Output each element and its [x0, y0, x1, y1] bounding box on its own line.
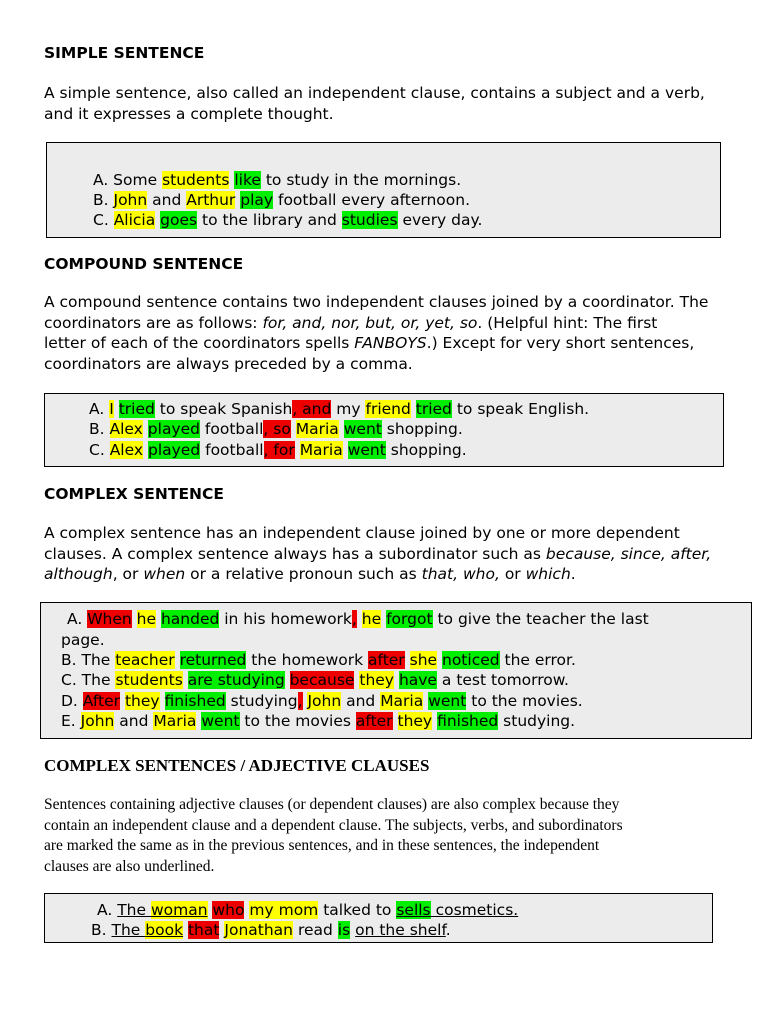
verb-highlight: finished [164, 692, 226, 710]
subject-highlight: they [124, 692, 160, 710]
subject-highlight: Maria [380, 692, 424, 710]
text-segment: A. [67, 610, 88, 628]
subordinator-highlight: , [297, 692, 303, 710]
text-segment: on the shelf [355, 921, 446, 939]
subordinator-highlight: that [187, 921, 220, 939]
paragraph-line [44, 354, 708, 375]
verb-highlight: handed [160, 610, 220, 628]
text-segment: although [44, 565, 113, 583]
subordinator-highlight: who [212, 901, 245, 919]
subject-highlight: book [145, 921, 184, 939]
subject-highlight: Maria [153, 712, 197, 730]
text-segment: studying [225, 692, 298, 710]
verb-highlight: went [201, 712, 240, 730]
text-segment: that, who, [421, 565, 500, 583]
example-line [61, 650, 576, 671]
subordinator-highlight: After [82, 692, 121, 710]
verb-highlight: returned [179, 651, 247, 669]
text-segment: and [114, 712, 154, 730]
complex-examples-box [40, 602, 752, 739]
verb-highlight: goes [160, 211, 198, 229]
compound-paragraph [44, 292, 708, 374]
text-segment: every day. [397, 211, 483, 229]
verb-highlight: is [337, 921, 351, 939]
verb-highlight: play [240, 191, 274, 209]
text-segment: page. [61, 631, 105, 649]
subject-highlight: students [162, 171, 230, 189]
text-segment [183, 671, 188, 689]
subject-highlight: he [136, 610, 157, 628]
text-segment: the error. [499, 651, 576, 669]
text-segment: . [445, 921, 451, 939]
subordinator-highlight: , for [263, 441, 295, 459]
text-segment: to the movies. [466, 692, 583, 710]
subject-highlight: John [307, 692, 342, 710]
text-segment [291, 420, 296, 438]
text-segment: The [117, 901, 151, 919]
text-segment: shopping. [381, 420, 463, 438]
subject-highlight: they [359, 671, 394, 689]
text-segment: football [200, 420, 264, 438]
subject-highlight: Alex [109, 420, 143, 438]
text-segment: to speak Spanish [154, 400, 293, 418]
text-segment: letter of each of the coordinators spells [44, 334, 355, 352]
text-segment [160, 692, 165, 710]
subject-highlight: Jonathan [224, 921, 294, 939]
section-title-complex: COMPLEX SENTENCE [44, 485, 224, 503]
verb-highlight: have [398, 671, 437, 689]
verb-highlight: noticed [442, 651, 500, 669]
text-segment: coordinators are as follows: [44, 313, 263, 332]
text-segment: , or [112, 565, 144, 583]
text-segment: and [147, 191, 187, 209]
text-segment: football every afternoon. [273, 191, 471, 209]
verb-highlight: went [347, 441, 386, 459]
example-line [93, 170, 461, 191]
text-segment: B. [91, 921, 112, 939]
paragraph-line [44, 313, 708, 334]
verb-highlight: are studying [187, 671, 285, 689]
text-segment: .) Except for very short sentences, [426, 334, 695, 352]
subject-highlight: she [409, 651, 438, 669]
text-segment: talked to [318, 901, 397, 919]
text-segment: to the library and [197, 211, 342, 229]
subject-highlight: John [113, 191, 148, 209]
simple-examples-box [46, 142, 721, 238]
text-segment: . [570, 565, 576, 583]
text-segment [393, 712, 398, 730]
text-segment: D. [61, 692, 83, 710]
verb-highlight: tried [415, 400, 452, 418]
paragraph-line: contain an independent clause and a dependent clause. The subjects, verbs, and subordinators [44, 816, 623, 834]
text-segment: to give the teacher the last [432, 610, 649, 628]
verb-highlight: sells [396, 901, 431, 919]
subject-highlight: Alicia [113, 211, 156, 229]
example-line [97, 900, 518, 921]
example-line [67, 609, 649, 630]
subject-highlight: he [361, 610, 382, 628]
subject-highlight: my mom [249, 901, 319, 919]
text-segment: B. [89, 420, 110, 438]
text-segment: B. The [61, 651, 116, 669]
text-segment: A compound sentence contains two independent clauses joined by a coordinator. The [44, 293, 709, 311]
text-segment: B. [93, 191, 114, 209]
text-segment: because, since, after, [545, 544, 712, 563]
example-line [61, 691, 583, 712]
paragraph-line: Sentences containing adjective clauses (or dependent clauses) are also complex because they [44, 796, 620, 813]
text-segment: cosmetics. [430, 901, 519, 919]
text-segment: coordinators are always preceded by a comma. [44, 354, 413, 373]
paragraph-line: and it expresses a complete thought. [44, 104, 334, 123]
subject-highlight: teacher [115, 651, 175, 669]
verb-highlight: like [234, 171, 261, 189]
example-line [89, 399, 589, 420]
subject-highlight: friend [365, 400, 411, 418]
verb-highlight: studies [341, 211, 398, 229]
subject-highlight: John [80, 712, 115, 730]
text-segment [295, 441, 300, 459]
verb-highlight: forgot [386, 610, 433, 628]
text-segment: A. [97, 901, 118, 919]
section-title-compound: COMPOUND SENTENCE [44, 255, 244, 273]
paragraph-line: A simple sentence, also called an independent clause, contains a subject and a verb, [44, 84, 705, 102]
paragraph-line [44, 544, 711, 565]
example-line [61, 670, 569, 691]
subject-highlight: Arthur [186, 191, 236, 209]
paragraph-line: are marked the same as in the previous sentences, and in these sentences, the independent [44, 837, 600, 854]
verb-highlight: went [343, 420, 382, 438]
text-segment: when [143, 565, 186, 583]
example-line [93, 210, 482, 231]
subject-highlight: they [397, 712, 433, 730]
subordinator-highlight: after [368, 651, 405, 669]
text-segment: football [200, 441, 264, 459]
paragraph-line: clauses are also underlined. [44, 857, 215, 875]
text-segment: shopping. [385, 441, 467, 459]
subject-highlight: Alex [109, 441, 144, 459]
text-segment [175, 651, 180, 669]
text-segment: or a relative pronoun such as [185, 565, 422, 583]
subject-highlight: Maria [299, 441, 343, 459]
text-segment: E. [61, 712, 81, 730]
paragraph-line [44, 523, 711, 544]
subject-highlight: Maria [295, 420, 339, 438]
verb-highlight: played [147, 441, 201, 459]
example-line [61, 630, 105, 651]
text-segment [405, 651, 410, 669]
text-segment: to the movies [239, 712, 356, 730]
example-line [93, 190, 470, 211]
section-title-simple: SIMPLE SENTENCE [44, 44, 205, 62]
text-segment [132, 610, 137, 628]
compound-examples-box [44, 393, 724, 467]
subject-highlight: I [109, 400, 114, 418]
text-segment [285, 671, 290, 689]
verb-highlight: tried [118, 400, 155, 418]
subordinator-highlight: , so [263, 420, 291, 438]
complex-paragraph [44, 523, 711, 585]
text-segment: C. The [61, 671, 116, 689]
paragraph-line [44, 333, 708, 354]
text-segment: clauses. A complex sentence always has a subordinator such as [44, 544, 546, 563]
text-segment: A complex sentence has an independent clause joined by one or more dependent [44, 524, 680, 542]
text-segment: . (Helpful hint: The first [477, 313, 658, 332]
verb-highlight: finished [437, 712, 499, 730]
section-title-adjective-clauses: COMPLEX SENTENCES / ADJECTIVE CLAUSES [44, 756, 430, 775]
text-segment: studying. [498, 712, 576, 730]
text-segment: read [293, 921, 338, 939]
paragraph-line [44, 292, 708, 313]
verb-highlight: went [428, 692, 467, 710]
adjective-paragraph [44, 795, 623, 877]
text-segment: The [111, 921, 146, 939]
subordinator-highlight: , [351, 610, 357, 628]
example-line [89, 419, 463, 440]
subordinator-highlight: after [355, 712, 393, 730]
paragraph-line [44, 564, 711, 585]
text-segment: A. Some [93, 171, 163, 189]
text-segment: C. [93, 211, 114, 229]
subordinator-highlight: because [289, 671, 355, 689]
text-segment: the homework [246, 651, 369, 669]
verb-highlight: played [147, 420, 200, 438]
subject-highlight: woman [150, 901, 208, 919]
example-line [89, 440, 467, 461]
text-segment [343, 441, 348, 459]
text-segment: my [331, 400, 366, 418]
text-segment: or [499, 565, 526, 583]
simple-paragraph [44, 83, 705, 124]
subject-highlight: students [115, 671, 183, 689]
text-segment: a test tomorrow. [436, 671, 569, 689]
subordinator-highlight: When [87, 610, 132, 628]
adjective-examples-box [44, 893, 713, 943]
text-segment [114, 400, 119, 418]
text-segment: to study in the mornings. [260, 171, 462, 189]
example-line [61, 711, 575, 732]
text-segment: and [341, 692, 381, 710]
text-segment: to speak English. [451, 400, 590, 418]
text-segment [339, 420, 344, 438]
text-segment: for, and, nor, but, or, yet, so [262, 313, 478, 332]
text-segment: C. [89, 441, 110, 459]
text-segment: which [525, 565, 571, 583]
subordinator-highlight: , and [292, 400, 332, 418]
text-segment: in his homework [219, 610, 352, 628]
text-segment: A. [89, 400, 110, 418]
text-segment: FANBOYS [354, 334, 427, 352]
example-line [91, 920, 451, 941]
